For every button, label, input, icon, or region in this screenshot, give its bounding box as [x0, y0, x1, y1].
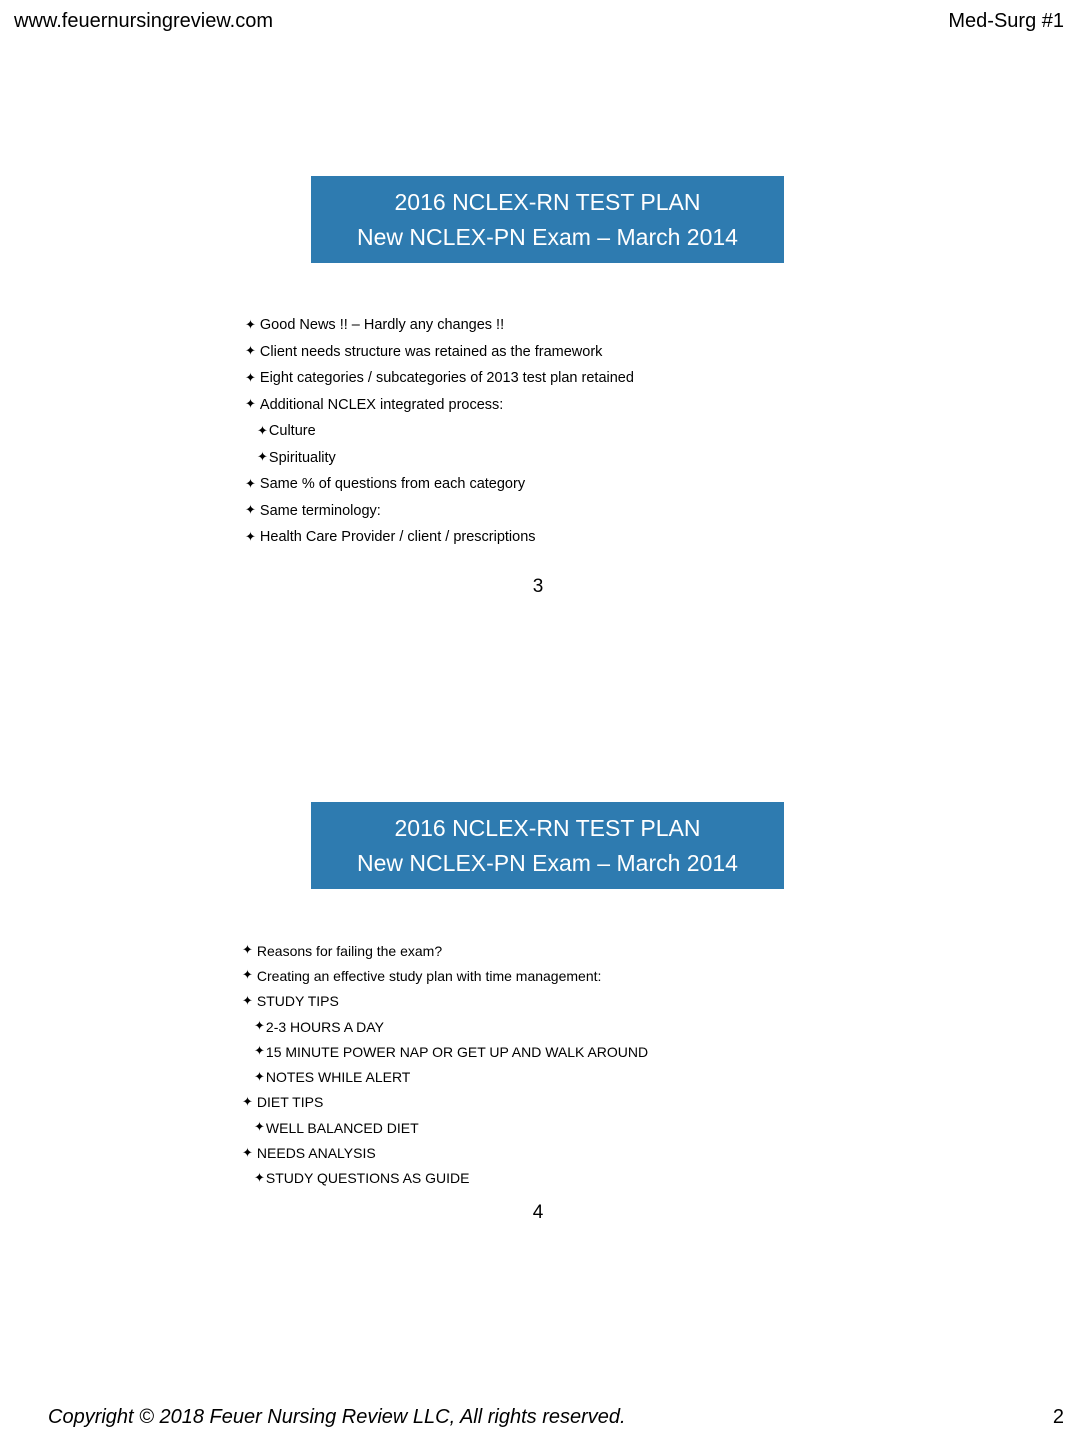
bullet-text: 15 MINUTE POWER NAP OR GET UP AND WALK AROUND	[265, 1043, 649, 1060]
bullet-text: Creating an effective study plan with time management:	[256, 967, 602, 984]
slide-number: 3	[532, 576, 544, 597]
bullet-item	[245, 365, 634, 392]
slide-title-line1: 2016 NCLEX-RN TEST PLAN	[394, 814, 701, 841]
sub-bullet-item	[242, 1064, 648, 1089]
star-bullet-icon: ✦	[254, 1044, 265, 1060]
bullet-text: Same % of questions from each category	[259, 476, 526, 493]
bullet-text: Same terminology:	[259, 502, 381, 519]
bullet-item	[245, 312, 634, 339]
slide-title-line2: New NCLEX-PN Exam – March 2014	[357, 849, 738, 876]
bullet-text: NEEDS ANALYSIS	[256, 1145, 376, 1162]
bullet-text: STUDY TIPS	[256, 993, 339, 1010]
footer-page-number: 2	[1052, 1406, 1064, 1428]
slide-title-line1: 2016 NCLEX-RN TEST PLAN	[394, 188, 701, 215]
star-bullet-icon: ✦	[242, 1145, 253, 1161]
bullet-item	[242, 1090, 648, 1115]
star-bullet-icon: ✦	[245, 370, 256, 386]
sub-bullet-item	[245, 418, 634, 445]
star-bullet-icon: ✦	[245, 317, 256, 333]
bullet-item	[245, 498, 634, 525]
bullet-text: DIET TIPS	[256, 1094, 324, 1111]
star-bullet-icon: ✦	[254, 1120, 265, 1136]
star-bullet-icon: ✦	[254, 1170, 265, 1186]
bullet-item	[242, 938, 648, 963]
bullet-item	[242, 963, 648, 988]
bullet-text: WELL BALANCED DIET	[265, 1119, 419, 1136]
star-bullet-icon: ✦	[257, 423, 268, 439]
star-bullet-icon: ✦	[257, 450, 268, 466]
star-bullet-icon: ✦	[242, 1094, 253, 1110]
bullet-text: NOTES WHILE ALERT	[265, 1069, 411, 1086]
bullet-text: Good News !! – Hardly any changes !!	[259, 317, 505, 334]
bullet-text: Reasons for failing the exam?	[256, 942, 443, 959]
bullet-text: Culture	[268, 423, 316, 440]
bullet-text: Additional NCLEX integrated process:	[259, 396, 504, 413]
slide-title-box	[311, 802, 784, 889]
star-bullet-icon: ✦	[245, 476, 256, 492]
bullet-list	[242, 938, 648, 1191]
bullet-text: Spirituality	[268, 449, 336, 466]
sub-bullet-item	[242, 1115, 648, 1140]
star-bullet-icon: ✦	[254, 1019, 265, 1035]
bullet-text: Eight categories / subcategories of 2013 test plan retained	[259, 370, 634, 387]
star-bullet-icon: ✦	[245, 344, 256, 360]
bullet-item	[242, 1140, 648, 1165]
bullet-item	[242, 989, 648, 1014]
slide-title-box	[311, 176, 784, 263]
sub-bullet-item	[242, 1014, 648, 1039]
sub-bullet-item	[242, 1039, 648, 1064]
footer-copyright: Copyright © 2018 Feuer Nursing Review LLC, All rights reserved.	[48, 1406, 626, 1428]
bullet-item	[245, 524, 634, 551]
header-course: Med-Surg #1	[948, 10, 1064, 32]
bullet-text: 2-3 HOURS A DAY	[265, 1018, 384, 1035]
bullet-item	[245, 339, 634, 366]
star-bullet-icon: ✦	[245, 397, 256, 413]
bullet-text: STUDY QUESTIONS AS GUIDE	[265, 1170, 470, 1187]
bullet-item	[245, 471, 634, 498]
bullet-list	[245, 312, 634, 551]
star-bullet-icon: ✦	[245, 529, 256, 545]
star-bullet-icon: ✦	[242, 943, 253, 959]
star-bullet-icon: ✦	[245, 503, 256, 519]
bullet-text: Client needs structure was retained as the framework	[259, 343, 603, 360]
sub-bullet-item	[242, 1166, 648, 1191]
header-website: www.feuernursingreview.com	[14, 10, 273, 32]
sub-bullet-item	[245, 445, 634, 472]
star-bullet-icon: ✦	[242, 993, 253, 1009]
bullet-text: Health Care Provider / client / prescriptions	[259, 529, 536, 546]
slide-number: 4	[532, 1202, 544, 1223]
slide-title-line2: New NCLEX-PN Exam – March 2014	[357, 223, 738, 250]
bullet-item	[245, 392, 634, 419]
star-bullet-icon: ✦	[242, 968, 253, 984]
star-bullet-icon: ✦	[254, 1069, 265, 1085]
